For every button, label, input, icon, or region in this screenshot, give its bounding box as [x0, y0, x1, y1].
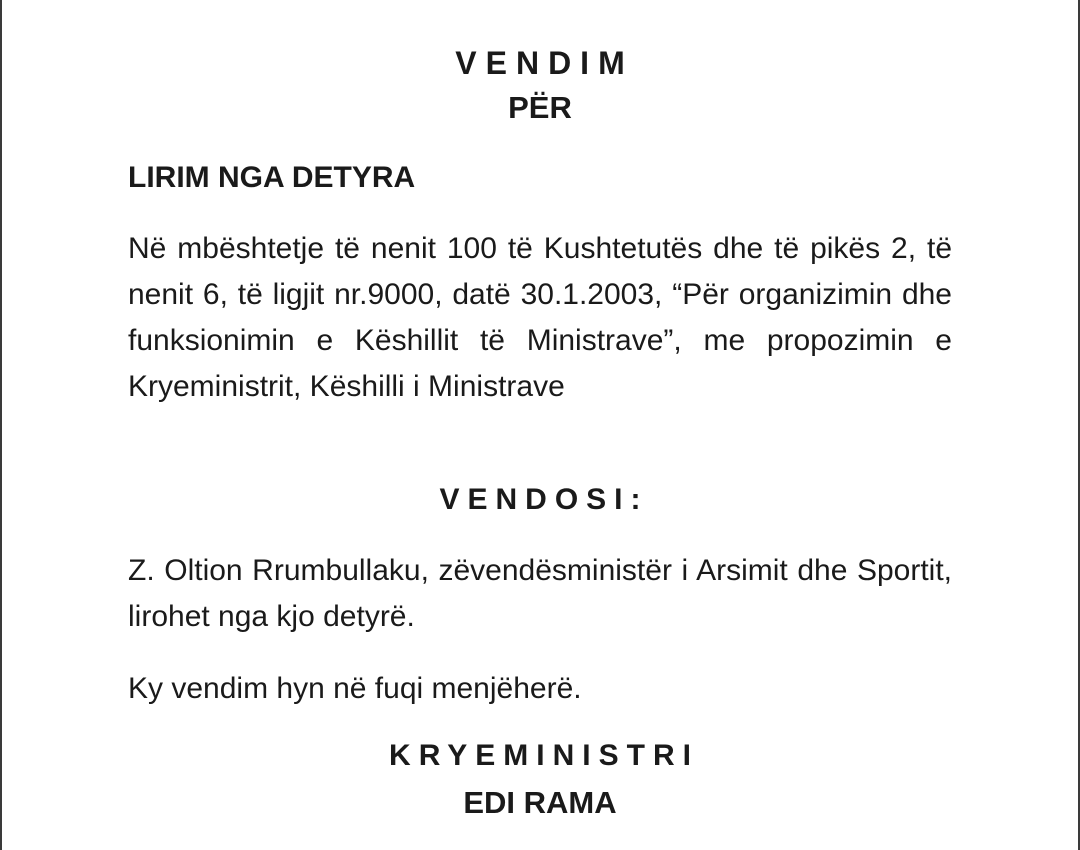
signer-title: KRYEMINISTRI	[389, 739, 699, 772]
decision-document	[128, 0, 952, 850]
document-subject: LIRIM NGA DETYRA	[128, 161, 416, 194]
effect-paragraph: Ky vendim hyn në fuqi menjëherë.	[128, 672, 582, 705]
preamble-paragraph: Në mbështetje të nenit 100 të Kushtetutës dhe të pikës 2, të nenit 6, të ligjit nr.9000, datë 30.1.2003, “Për organizimin dhe funksionimin e Këshillit të Ministrave”, me propozimin e Kryeministrit, Këshilli i Ministrave	[128, 232, 952, 403]
signer-name: EDI RAMA	[463, 785, 617, 820]
document-title: VENDIM	[455, 45, 634, 81]
decided-heading: VENDOSI:	[439, 483, 649, 516]
document-per-label: PËR	[508, 90, 572, 125]
decision-paragraph: Z. Oltion Rrumbullaku, zëvendësministër i Arsimit dhe Sportit, lirohet nga kjo detyrë.	[128, 554, 952, 633]
page-edge-left	[0, 0, 2, 850]
